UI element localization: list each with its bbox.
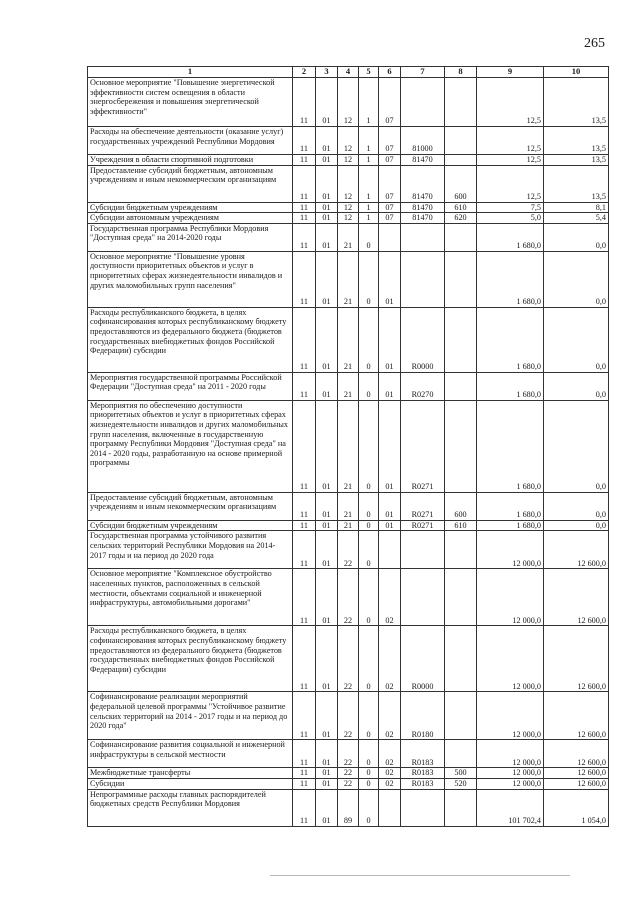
row-cell-col6: 01 <box>379 400 401 492</box>
table-row <box>88 223 609 251</box>
row-cell-col7: R0183 <box>401 740 445 768</box>
row-cell-col7 <box>401 78 445 127</box>
row-cell-col5: 0 <box>359 778 379 789</box>
row-cell-col8 <box>445 692 477 740</box>
row-cell-col6: 07 <box>379 155 401 166</box>
row-cell-col9: 12,5 <box>477 165 544 202</box>
table-row <box>88 520 609 531</box>
row-cell-col5: 0 <box>359 531 379 569</box>
row-cell-col5: 1 <box>359 165 379 202</box>
row-cell-col10: 0,0 <box>544 520 609 531</box>
row-cell-col6 <box>379 789 401 826</box>
row-cell-col3: 01 <box>316 165 338 202</box>
column-header-5: 5 <box>359 67 379 78</box>
row-cell-col7: R0183 <box>401 768 445 779</box>
row-cell-col5: 1 <box>359 213 379 224</box>
row-cell-col6 <box>379 531 401 569</box>
column-header-4: 4 <box>338 67 359 78</box>
row-cell-col10: 12 600,0 <box>544 531 609 569</box>
row-cell-col3: 01 <box>316 307 338 372</box>
row-cell-col4: 21 <box>338 520 359 531</box>
row-cell-col10: 0,0 <box>544 223 609 251</box>
row-cell-col5: 0 <box>359 768 379 779</box>
row-cell-col2: 11 <box>293 165 316 202</box>
row-cell-col4: 21 <box>338 223 359 251</box>
table-row <box>88 492 609 520</box>
row-cell-col10: 13,5 <box>544 78 609 127</box>
row-cell-col5: 0 <box>359 740 379 768</box>
row-cell-col10: 0,0 <box>544 251 609 307</box>
row-cell-col7 <box>401 789 445 826</box>
row-name-cell: Расходы на обеспечение деятельности (оказание услуг) государственных учреждений Республики Мордовия <box>88 127 293 155</box>
row-cell-col8: 620 <box>445 213 477 224</box>
row-cell-col2: 11 <box>293 520 316 531</box>
row-cell-col3: 01 <box>316 223 338 251</box>
row-cell-col3: 01 <box>316 372 338 400</box>
row-cell-col7: R0270 <box>401 372 445 400</box>
row-cell-col6: 01 <box>379 372 401 400</box>
row-cell-col2: 11 <box>293 768 316 779</box>
row-cell-col2: 11 <box>293 569 316 626</box>
row-cell-col9: 12 000,0 <box>477 569 544 626</box>
scan-edge-line <box>270 875 570 876</box>
column-header-3: 3 <box>316 67 338 78</box>
row-cell-col6: 02 <box>379 778 401 789</box>
row-cell-col7 <box>401 223 445 251</box>
table-row <box>88 768 609 779</box>
row-cell-col9: 1 680,0 <box>477 520 544 531</box>
row-cell-col9: 12,5 <box>477 127 544 155</box>
row-cell-col8 <box>445 531 477 569</box>
row-cell-col3: 01 <box>316 520 338 531</box>
row-cell-col5: 0 <box>359 251 379 307</box>
row-name-cell: Софинансирование реализации мероприятий федеральной целевой программы "Устойчивое развитие сельских территорий на 2014 - 2017 годы и на период до 2020 года" <box>88 692 293 740</box>
row-cell-col7: R0271 <box>401 492 445 520</box>
row-cell-col9: 12 000,0 <box>477 626 544 692</box>
row-cell-col3: 01 <box>316 155 338 166</box>
row-cell-col8 <box>445 569 477 626</box>
column-header-6: 6 <box>379 67 401 78</box>
row-cell-col2: 11 <box>293 492 316 520</box>
row-cell-col8 <box>445 78 477 127</box>
row-cell-col2: 11 <box>293 789 316 826</box>
row-cell-col9: 1 680,0 <box>477 251 544 307</box>
row-cell-col10: 12 600,0 <box>544 692 609 740</box>
column-header-2: 2 <box>293 67 316 78</box>
row-cell-col4: 21 <box>338 251 359 307</box>
row-cell-col10: 13,5 <box>544 165 609 202</box>
row-cell-col4: 22 <box>338 569 359 626</box>
row-cell-col5: 0 <box>359 789 379 826</box>
row-cell-col6: 07 <box>379 127 401 155</box>
row-cell-col9: 12 000,0 <box>477 740 544 768</box>
row-cell-col2: 11 <box>293 626 316 692</box>
row-cell-col5: 0 <box>359 307 379 372</box>
row-cell-col7: R0000 <box>401 626 445 692</box>
row-cell-col2: 11 <box>293 531 316 569</box>
row-cell-col10: 1 054,0 <box>544 789 609 826</box>
row-cell-col6: 01 <box>379 307 401 372</box>
table-row <box>88 400 609 492</box>
row-cell-col6: 02 <box>379 626 401 692</box>
row-name-cell: Субсидии бюджетным учреждениям <box>88 202 293 213</box>
row-cell-col2: 11 <box>293 251 316 307</box>
row-cell-col4: 12 <box>338 165 359 202</box>
row-cell-col9: 12 000,0 <box>477 768 544 779</box>
row-name-cell: Субсидии бюджетным учреждениям <box>88 520 293 531</box>
row-cell-col9: 12 000,0 <box>477 778 544 789</box>
row-cell-col9: 1 680,0 <box>477 372 544 400</box>
row-cell-col6: 07 <box>379 213 401 224</box>
row-cell-col2: 11 <box>293 78 316 127</box>
row-name-cell: Основное мероприятие "Комплексное обустройство населенных пунктов, расположенных в сельской местности, объектами социальной и инженерной инфраструктуры, автомобильными дорогами" <box>88 569 293 626</box>
row-name-cell: Расходы республиканского бюджета, в целях софинансирования которых республиканскому бюджету предоставляются из федерального бюджета (бюджетов государственных внебюджетных фондов Российской Федерации) субсидии <box>88 307 293 372</box>
row-cell-col3: 01 <box>316 626 338 692</box>
row-cell-col8 <box>445 251 477 307</box>
row-cell-col3: 01 <box>316 531 338 569</box>
row-cell-col4: 22 <box>338 692 359 740</box>
row-cell-col8 <box>445 789 477 826</box>
row-cell-col5: 0 <box>359 223 379 251</box>
table-row <box>88 307 609 372</box>
row-name-cell: Непрограммные расходы главных распорядителей бюджетных средств Республики Мордовия <box>88 789 293 826</box>
row-cell-col4: 12 <box>338 78 359 127</box>
column-header-9: 9 <box>477 67 544 78</box>
row-cell-col3: 01 <box>316 492 338 520</box>
table-row <box>88 778 609 789</box>
row-cell-col7: 81470 <box>401 155 445 166</box>
row-cell-col7 <box>401 251 445 307</box>
row-cell-col3: 01 <box>316 213 338 224</box>
row-cell-col8: 600 <box>445 165 477 202</box>
row-name-cell: Мероприятия государственной программы Российской Федерации "Доступная среда" на 2011 - 2020 годы <box>88 372 293 400</box>
column-header-8: 8 <box>445 67 477 78</box>
table-header-row <box>88 67 609 78</box>
row-cell-col4: 22 <box>338 778 359 789</box>
row-cell-col4: 12 <box>338 155 359 166</box>
column-header-7: 7 <box>401 67 445 78</box>
row-name-cell: Основное мероприятие "Повышение уровня доступности приоритетных объектов и услуг в приоритетных сферах жизнедеятельности инвалидов и других маломобильных групп населения" <box>88 251 293 307</box>
row-cell-col9: 12 000,0 <box>477 531 544 569</box>
row-cell-col10: 12 600,0 <box>544 569 609 626</box>
row-name-cell: Софинансирование развития социальной и инженерной инфраструктуры в сельской местности <box>88 740 293 768</box>
budget-table <box>87 66 609 827</box>
row-cell-col2: 11 <box>293 202 316 213</box>
row-cell-col7: 81470 <box>401 213 445 224</box>
row-cell-col5: 1 <box>359 202 379 213</box>
row-name-cell: Предоставление субсидий бюджетным, автономным учреждениям и иным некоммерческим организациям <box>88 492 293 520</box>
row-cell-col6: 01 <box>379 251 401 307</box>
row-cell-col3: 01 <box>316 778 338 789</box>
row-cell-col4: 22 <box>338 626 359 692</box>
row-cell-col4: 22 <box>338 740 359 768</box>
row-cell-col8 <box>445 372 477 400</box>
row-cell-col2: 11 <box>293 307 316 372</box>
row-cell-col6: 07 <box>379 165 401 202</box>
table-body <box>88 78 609 827</box>
row-cell-col10: 5,4 <box>544 213 609 224</box>
row-cell-col7: R0180 <box>401 692 445 740</box>
row-cell-col8 <box>445 400 477 492</box>
row-cell-col9: 1 680,0 <box>477 400 544 492</box>
row-cell-col6: 02 <box>379 692 401 740</box>
row-cell-col6: 02 <box>379 569 401 626</box>
table-row <box>88 789 609 826</box>
row-cell-col2: 11 <box>293 692 316 740</box>
row-cell-col6: 07 <box>379 202 401 213</box>
row-cell-col3: 01 <box>316 202 338 213</box>
row-cell-col6: 01 <box>379 520 401 531</box>
row-cell-col4: 22 <box>338 531 359 569</box>
table-row <box>88 155 609 166</box>
row-cell-col9: 1 680,0 <box>477 223 544 251</box>
row-cell-col9: 101 702,4 <box>477 789 544 826</box>
table-row <box>88 202 609 213</box>
row-cell-col8: 600 <box>445 492 477 520</box>
row-cell-col10: 0,0 <box>544 400 609 492</box>
row-cell-col3: 01 <box>316 400 338 492</box>
table-row <box>88 213 609 224</box>
row-name-cell: Основное мероприятие "Повышение энергетической эффективности систем освещения в области энергосбережения и повышения энергетической эффективности" <box>88 78 293 127</box>
table-row <box>88 78 609 127</box>
row-cell-col7: R0183 <box>401 778 445 789</box>
row-cell-col8: 500 <box>445 768 477 779</box>
row-cell-col2: 11 <box>293 740 316 768</box>
row-cell-col5: 1 <box>359 127 379 155</box>
table-row <box>88 531 609 569</box>
row-cell-col5: 0 <box>359 372 379 400</box>
page-number: 265 <box>584 36 605 51</box>
row-cell-col4: 21 <box>338 307 359 372</box>
row-cell-col4: 89 <box>338 789 359 826</box>
row-cell-col3: 01 <box>316 78 338 127</box>
row-name-cell: Государственная программа устойчивого развития сельских территорий Республики Мордовия на 2014-2017 годы и на период до 2020 года <box>88 531 293 569</box>
row-cell-col5: 0 <box>359 692 379 740</box>
row-cell-col4: 21 <box>338 400 359 492</box>
row-cell-col10: 13,5 <box>544 155 609 166</box>
row-name-cell: Межбюджетные трансферты <box>88 768 293 779</box>
row-cell-col4: 12 <box>338 127 359 155</box>
row-cell-col4: 22 <box>338 768 359 779</box>
row-cell-col2: 11 <box>293 372 316 400</box>
row-cell-col5: 1 <box>359 155 379 166</box>
row-cell-col8: 610 <box>445 202 477 213</box>
row-name-cell: Государственная программа Республики Мордовия "Доступная среда" на 2014-2020 годы <box>88 223 293 251</box>
row-cell-col10: 12 600,0 <box>544 626 609 692</box>
row-cell-col9: 7,5 <box>477 202 544 213</box>
table-row <box>88 569 609 626</box>
row-cell-col9: 12,5 <box>477 155 544 166</box>
row-cell-col7: R0000 <box>401 307 445 372</box>
row-cell-col2: 11 <box>293 127 316 155</box>
row-cell-col5: 0 <box>359 400 379 492</box>
row-cell-col9: 12 000,0 <box>477 692 544 740</box>
column-header-10: 10 <box>544 67 609 78</box>
row-cell-col6: 01 <box>379 492 401 520</box>
row-cell-col3: 01 <box>316 789 338 826</box>
row-cell-col4: 21 <box>338 492 359 520</box>
row-cell-col2: 11 <box>293 223 316 251</box>
row-name-cell: Мероприятия по обеспечению доступности приоритетных объектов и услуг в приоритетных сферах жизнедеятельности инвалидов и других маломобильных групп населения, включенные в государственную программу Республики Мордовия "Доступная среда" на 2014 - 2020 годы, разработанную на основе примерной программы <box>88 400 293 492</box>
row-cell-col3: 01 <box>316 127 338 155</box>
table-row <box>88 372 609 400</box>
row-cell-col8: 610 <box>445 520 477 531</box>
table-row <box>88 165 609 202</box>
row-cell-col2: 11 <box>293 400 316 492</box>
row-cell-col4: 12 <box>338 213 359 224</box>
row-cell-col10: 12 600,0 <box>544 768 609 779</box>
row-cell-col7: R0271 <box>401 520 445 531</box>
row-cell-col2: 11 <box>293 155 316 166</box>
row-cell-col8 <box>445 740 477 768</box>
row-cell-col3: 01 <box>316 740 338 768</box>
column-header-1: 1 <box>88 67 293 78</box>
row-cell-col7: 81000 <box>401 127 445 155</box>
row-cell-col9: 1 680,0 <box>477 307 544 372</box>
row-name-cell: Субсидии <box>88 778 293 789</box>
row-cell-col7 <box>401 531 445 569</box>
row-cell-col6: 07 <box>379 78 401 127</box>
row-cell-col2: 11 <box>293 778 316 789</box>
row-cell-col9: 5,0 <box>477 213 544 224</box>
row-cell-col10: 0,0 <box>544 307 609 372</box>
row-cell-col4: 21 <box>338 372 359 400</box>
row-cell-col3: 01 <box>316 251 338 307</box>
row-cell-col6: 02 <box>379 740 401 768</box>
row-cell-col8 <box>445 626 477 692</box>
row-cell-col7: R0271 <box>401 400 445 492</box>
row-cell-col10: 12 600,0 <box>544 740 609 768</box>
row-name-cell: Предоставление субсидий бюджетным, автономным учреждениям и иным некоммерческим организациям <box>88 165 293 202</box>
row-cell-col8 <box>445 127 477 155</box>
row-cell-col7: 81470 <box>401 202 445 213</box>
row-cell-col5: 0 <box>359 520 379 531</box>
row-cell-col3: 01 <box>316 569 338 626</box>
row-cell-col10: 8,1 <box>544 202 609 213</box>
row-cell-col10: 0,0 <box>544 492 609 520</box>
row-cell-col3: 01 <box>316 768 338 779</box>
row-cell-col3: 01 <box>316 692 338 740</box>
row-name-cell: Субсидии автономным учреждениям <box>88 213 293 224</box>
row-name-cell: Учреждения в области спортивной подготовки <box>88 155 293 166</box>
table-row <box>88 740 609 768</box>
row-cell-col8 <box>445 307 477 372</box>
row-cell-col8: 520 <box>445 778 477 789</box>
row-cell-col6: 02 <box>379 768 401 779</box>
row-name-cell: Расходы республиканского бюджета, в целях софинансирования которых республиканскому бюджету предоставляются из федерального бюджета (бюджетов государственных внебюджетных фондов Российской Федерации) субсидии <box>88 626 293 692</box>
row-cell-col8 <box>445 223 477 251</box>
row-cell-col9: 1 680,0 <box>477 492 544 520</box>
row-cell-col4: 12 <box>338 202 359 213</box>
row-cell-col2: 11 <box>293 213 316 224</box>
row-cell-col10: 12 600,0 <box>544 778 609 789</box>
table-row <box>88 692 609 740</box>
row-cell-col8 <box>445 155 477 166</box>
row-cell-col7: 81470 <box>401 165 445 202</box>
row-cell-col5: 0 <box>359 569 379 626</box>
table-row <box>88 251 609 307</box>
table-row <box>88 626 609 692</box>
row-cell-col10: 0,0 <box>544 372 609 400</box>
row-cell-col9: 12,5 <box>477 78 544 127</box>
table-row <box>88 127 609 155</box>
row-cell-col5: 0 <box>359 492 379 520</box>
row-cell-col7 <box>401 569 445 626</box>
row-cell-col5: 0 <box>359 626 379 692</box>
row-cell-col10: 13,5 <box>544 127 609 155</box>
row-cell-col5: 1 <box>359 78 379 127</box>
row-cell-col6 <box>379 223 401 251</box>
